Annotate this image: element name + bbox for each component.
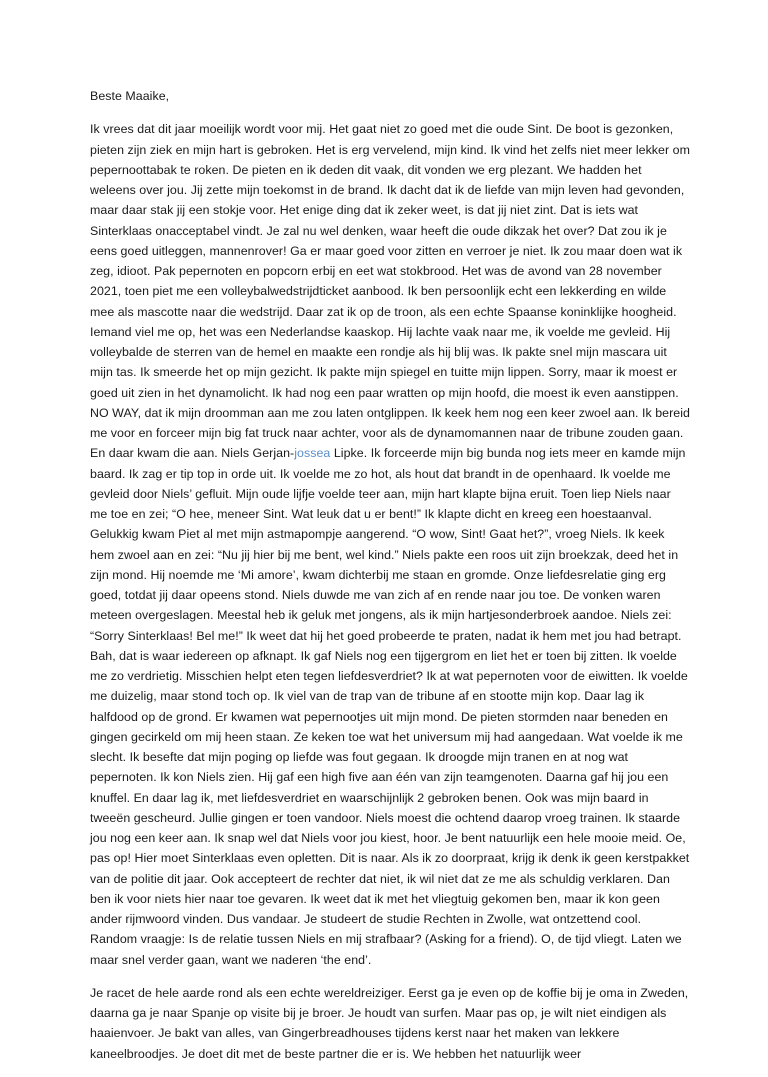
- paragraph-2: [90, 983, 690, 1064]
- paragraph-1-text-b: Lipke. Ik forceerde mijn big bunda nog iets meer en kamde mijn baard. Ik zag er tip top in orde uit. Ik voelde me zo hot, als hout dat brandt in de openhaard. Ik voelde me gevleid door Niels’ gefluit. Mijn oude lijfje voelde teer aan, mijn hart klapte bijna eruit. Toen liep Niels naar me toe en zei; “O hee, meneer Sint. Wat leuk dat u er bent!” Ik klapte dicht en kreeg een hoestaanval. Gelukkig kwam Piet al met mijn astmapompje aangerend. “O wow, Sint! Gaat het?”, vroeg Niels. Ik keek hem zwoel aan en zei: “Nu jij hier bij me bent, wel kind.” Niels pakte een roos uit zijn broekzak, deed het in zijn mond. Hij noemde me ‘Mi amore’, kwam dichterbij me staan en gromde. Onze liefdesrelatie ging erg goed, totdat jij daar opeens stond. Niels duwde me van zich af en rende naar jou toe. De vonken waren meteen overgeslagen. Meestal heb ik geluk met jongens, als ik mijn hartjesonderbroek aandoe. Niels zei: “Sorry Sinterklaas! Bel me!” Ik weet dat hij het goed probeerde te praten, nadat ik hem met jou had betrapt. Bah, dat is waar iedereen op afknapt. Ik gaf Niels nog een tijgergrom en liet het er toen bij zitten. Ik voelde me zo verdrietig. Misschien helpt eten tegen liefdesverdriet? Ik at wat pepernoten voor de eiwitten. Ik voelde me duizelig, maar stond toch op. Ik viel van de trap van de tribune af en stootte mijn kop. Daar lag ik halfdood op de grond. Er kwamen wat pepernootjes uit mijn mond. De pieten stormden naar beneden en gingen gecirkeld om mij heen staan. Ze keken toe wat het universum mij had aangedaan. Wat voelde ik me slecht. Ik besefte dat mijn poging op liefde was fout gegaan. Ik droogde mijn tranen en at nog wat pepernoten. Ik kon Niels zien. Hij gaf een high five aan één van zijn teamgenoten. Daarna gaf hij jou een knuffel. En daar lag ik, met liefdesverdriet en waarschijnlijk 2 gebroken benen. Ook was mijn baard in tweeën gescheurd. Jullie gingen er toen vandoor. Niels moest die ochtend daarop vroeg trainen. Ik staarde jou nog een keer aan. Ik snap wel dat Niels voor jou kiest, hoor. Je bent natuurlijk een hele mooie meid. Oe, pas op! Hier moet Sinterklaas even opletten. Dit is naar. Als ik zo doorpraat, krijg ik denk ik geen kerstpakket van de politie dit jaar. Ook accepteert de rechter dat niet, ik wil niet dat ze me als schuldig verklaren. Dan ben ik voor niets hier naar toe gevaren. Ik weet dat ik met het vliegtuig gekomen ben, maar ik kon geen ander rijmwoord vinden. Dus vandaar. Je studeert de studie Rechten in Zwolle, wat ontzettend cool. Random vraagje: Is de relatie tussen Niels en mij strafbaar? (Asking for a friend). O, de tijd vliegt. Laten we maar snel verder gaan, want we naderen ‘the end’.: [90, 446, 690, 967]
- highlighted-word: jossea: [294, 446, 331, 461]
- paragraph-1-text-a: Ik vrees dat dit jaar moeilijk wordt voor mij. Het gaat niet zo goed met die oude Sint. De boot is gezonken, pieten zijn ziek en mijn hart is gebroken. Het is erg vervelend, mijn kind. Ik vind het zelfs niet meer lekker om pepernoottabak te roken. De pieten en ik deden dit vaak, dit vonden we erg plezant. We hadden het weleens over jou. Jij zette mijn toekomst in de brand. Ik dacht dat ik de liefde van mijn leven had gevonden, maar daar stak jij een stokje voor. Het enige ding dat ik zeker weet, is dat jij niet zint. Dat is iets wat Sinterklaas onacceptabel vindt. Je zal nu wel denken, waar heeft die oude dikzak het over? Dat zou ik je eens goed uitleggen, mannenrover! Ga er maar goed voor zitten en verroer je niet. Ik zou maar doen wat ik zeg, idioot. Pak pepernoten en popcorn erbij en eet wat stokbrood. Het was de avond van 28 november 2021, toen piet me een volleybalwedstrijdticket aanbood. Ik ben persoonlijk echt een lekkerding en wilde mee als mascotte naar die wedstrijd. Daar zat ik op de troon, als een echte Spaanse koninklijke hoogheid. Iemand viel me op, het was een Nederlandse kaaskop. Hij lachte vaak naar me, ik voelde me gevleid. Hij volleybalde de sterren van de hemel en maakte een rondje als hij blij was. Ik pakte snel mijn mascara uit mijn tas. Ik smeerde het op mijn gezicht. Ik pakte mijn spiegel en tuitte mijn lippen. Sorry, maar ik moest er goed uit zien in het dynamolicht. Ik had nog een paar wratten op mijn hoofd, die moest ik even aanstippen. NO WAY, dat ik mijn droomman aan me zou laten ontglippen. Ik keek hem nog een keer zwoel aan. Ik bereid me voor en forceer mijn big fat truck naar achter, voor als de dynamomannen naar de tribune zouden gaan. En daar kwam die aan. Niels Gerjan-: [90, 122, 690, 461]
- letter-body: [90, 86, 690, 1077]
- paragraph-2-text: Je racet de hele aarde rond als een echte wereldreiziger. Eerst ga je even op de koffie bij je oma in Zweden, daarna ga je naar Spanje op visite bij je broer. Je houdt van surfen. Maar pas op, je wilt niet eindigen als haaienvoer. Je bakt van alles, van Gingerbreadhouses tijdens kerst naar het maken van lekkere kaneelbroodjes. Je doet dit met de beste partner die er is. We hebben het natuurlijk weer: [90, 985, 689, 1061]
- salutation: Beste Maaike,: [90, 89, 170, 103]
- paragraph-1: [90, 119, 690, 970]
